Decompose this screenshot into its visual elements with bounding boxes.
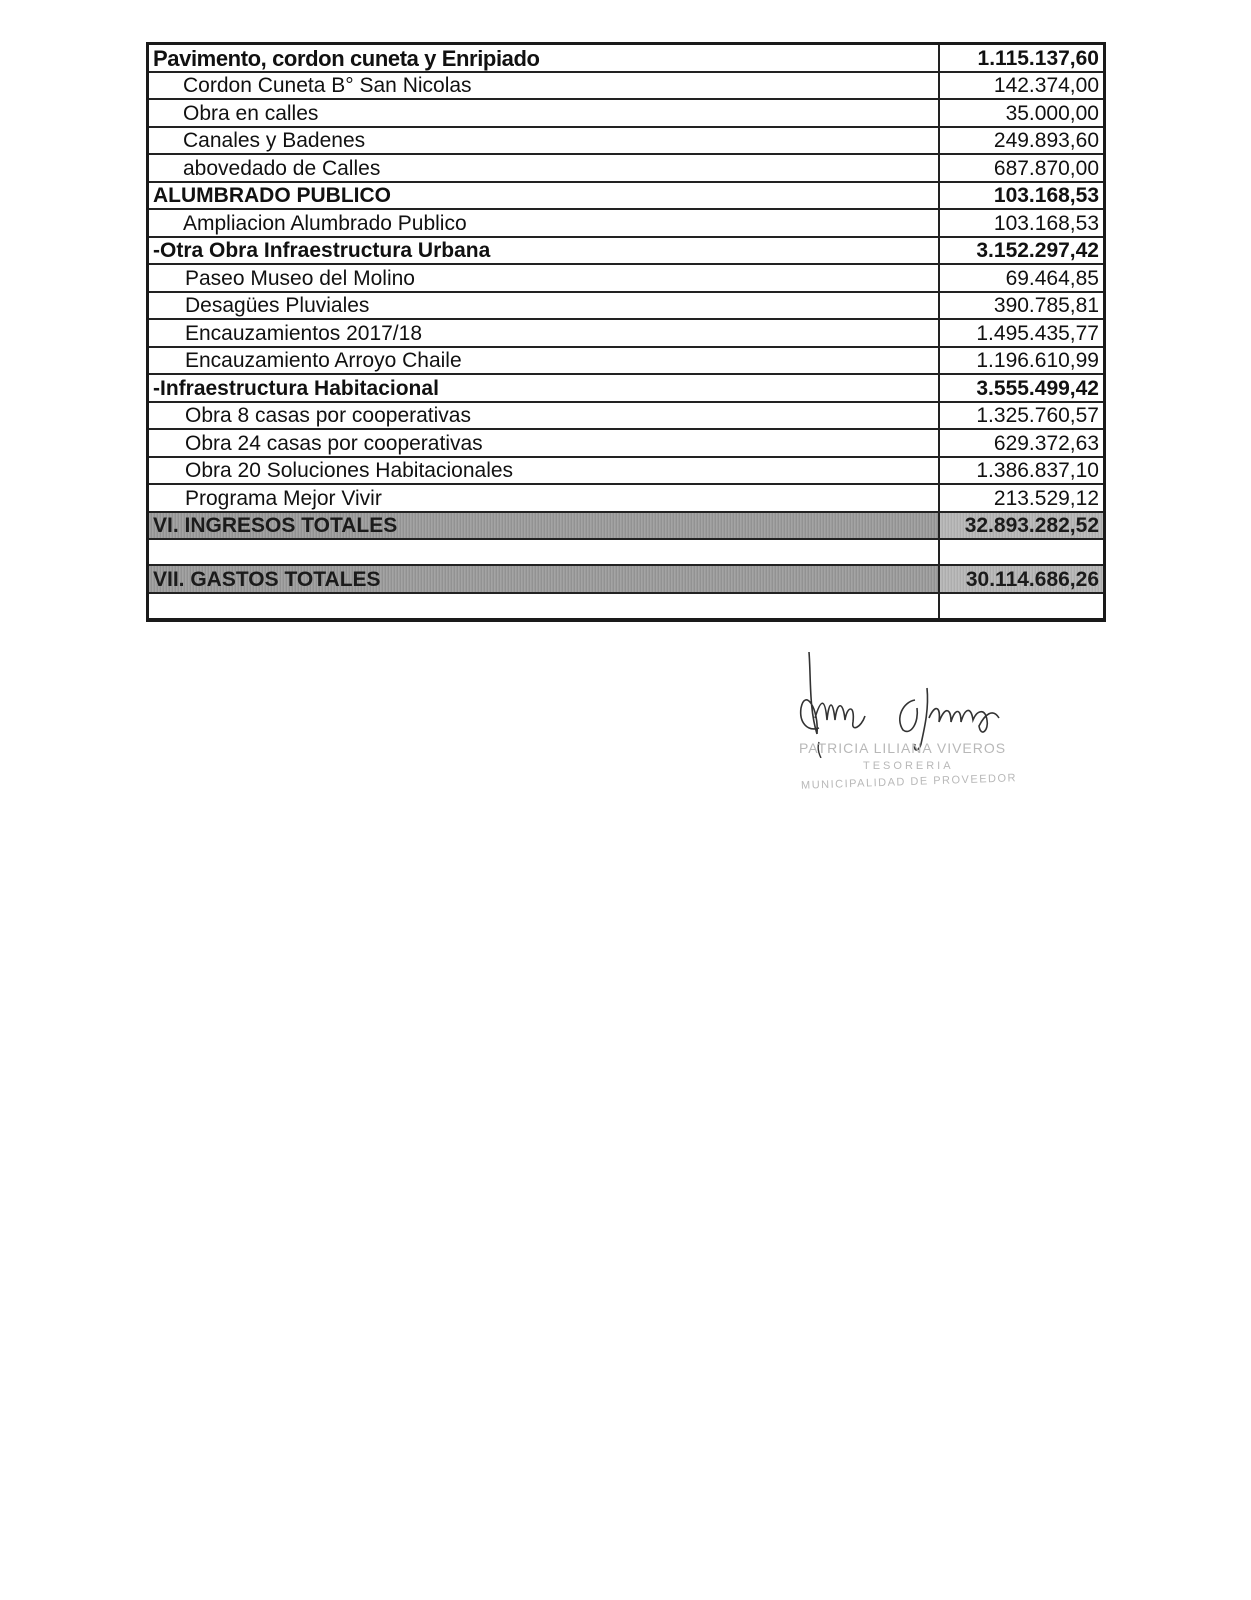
- total-row-gastos: [149, 565, 1103, 593]
- item-amount: 103.168,53: [939, 209, 1103, 237]
- group-label: ALUMBRADO PUBLICO: [149, 182, 939, 210]
- item-amount: 629.372,63: [939, 429, 1103, 457]
- item-amount: 1.196.610,99: [939, 347, 1103, 375]
- table-row: [149, 237, 1103, 265]
- group-label: -Otra Obra Infraestructura Urbana: [149, 237, 939, 265]
- item-label: Ampliacion Alumbrado Publico: [149, 209, 939, 237]
- blank-cell: [939, 593, 1103, 618]
- total-amount: 32.893.282,52: [939, 512, 1103, 540]
- table-row: [149, 484, 1103, 512]
- blank-row: [149, 539, 1103, 565]
- group-amount: 103.168,53: [939, 182, 1103, 210]
- item-amount: 35.000,00: [939, 99, 1103, 127]
- blank-row: [149, 593, 1103, 618]
- item-label: Obra 20 Soluciones Habitacionales: [149, 457, 939, 485]
- group-amount: 3.152.297,42: [939, 237, 1103, 265]
- table-row: [149, 374, 1103, 402]
- table-row: [149, 429, 1103, 457]
- item-amount: 1.495.435,77: [939, 319, 1103, 347]
- budget-table: [149, 45, 1103, 618]
- item-amount: 142.374,00: [939, 72, 1103, 100]
- stamp-role: TESORERIA: [863, 760, 954, 772]
- budget-sheet: [146, 42, 1106, 622]
- item-label: Encauzamiento Arroyo Chaile: [149, 347, 939, 375]
- item-amount: 390.785,81: [939, 292, 1103, 320]
- table-row: [149, 319, 1103, 347]
- table-row: [149, 127, 1103, 155]
- table-row: [149, 209, 1103, 237]
- table-row: [149, 292, 1103, 320]
- table-row: [149, 45, 1103, 72]
- item-label: Obra en calles: [149, 99, 939, 127]
- item-amount: 1.325.760,57: [939, 402, 1103, 430]
- total-row-ingresos: [149, 512, 1103, 540]
- total-label: VII. GASTOS TOTALES: [149, 565, 939, 593]
- table-row: [149, 402, 1103, 430]
- table-row: [149, 99, 1103, 127]
- total-label: VI. INGRESOS TOTALES: [149, 512, 939, 540]
- item-amount: 213.529,12: [939, 484, 1103, 512]
- group-label: Pavimento, cordon cuneta y Enripiado: [149, 45, 939, 72]
- stamp-org: MUNICIPALIDAD DE PROVEEDOR: [800, 772, 1018, 792]
- stamp-name: PATRICIA LILIANA VIVEROS: [799, 740, 1007, 756]
- item-label: Obra 8 casas por cooperativas: [149, 402, 939, 430]
- table-row: [149, 264, 1103, 292]
- item-amount: 69.464,85: [939, 264, 1103, 292]
- group-label: -Infraestructura Habitacional: [149, 374, 939, 402]
- group-amount: 1.115.137,60: [939, 45, 1103, 72]
- item-amount: 1.386.837,10: [939, 457, 1103, 485]
- table-row: [149, 182, 1103, 210]
- blank-cell: [939, 539, 1103, 565]
- item-label: Canales y Badenes: [149, 127, 939, 155]
- item-label: Obra 24 casas por cooperativas: [149, 429, 939, 457]
- item-amount: 687.870,00: [939, 154, 1103, 182]
- item-label: Programa Mejor Vivir: [149, 484, 939, 512]
- item-label: Cordon Cuneta B° San Nicolas: [149, 72, 939, 100]
- blank-cell: [149, 593, 939, 618]
- item-label: Encauzamientos 2017/18: [149, 319, 939, 347]
- item-amount: 249.893,60: [939, 127, 1103, 155]
- signature-stamp: [795, 648, 1025, 808]
- item-label: Paseo Museo del Molino: [149, 264, 939, 292]
- table-row: [149, 72, 1103, 100]
- total-amount: 30.114.686,26: [939, 565, 1103, 593]
- table-row: [149, 457, 1103, 485]
- item-label: Desagües Pluviales: [149, 292, 939, 320]
- table-row: [149, 347, 1103, 375]
- table-row: [149, 154, 1103, 182]
- blank-cell: [149, 539, 939, 565]
- group-amount: 3.555.499,42: [939, 374, 1103, 402]
- item-label: abovedado de Calles: [149, 154, 939, 182]
